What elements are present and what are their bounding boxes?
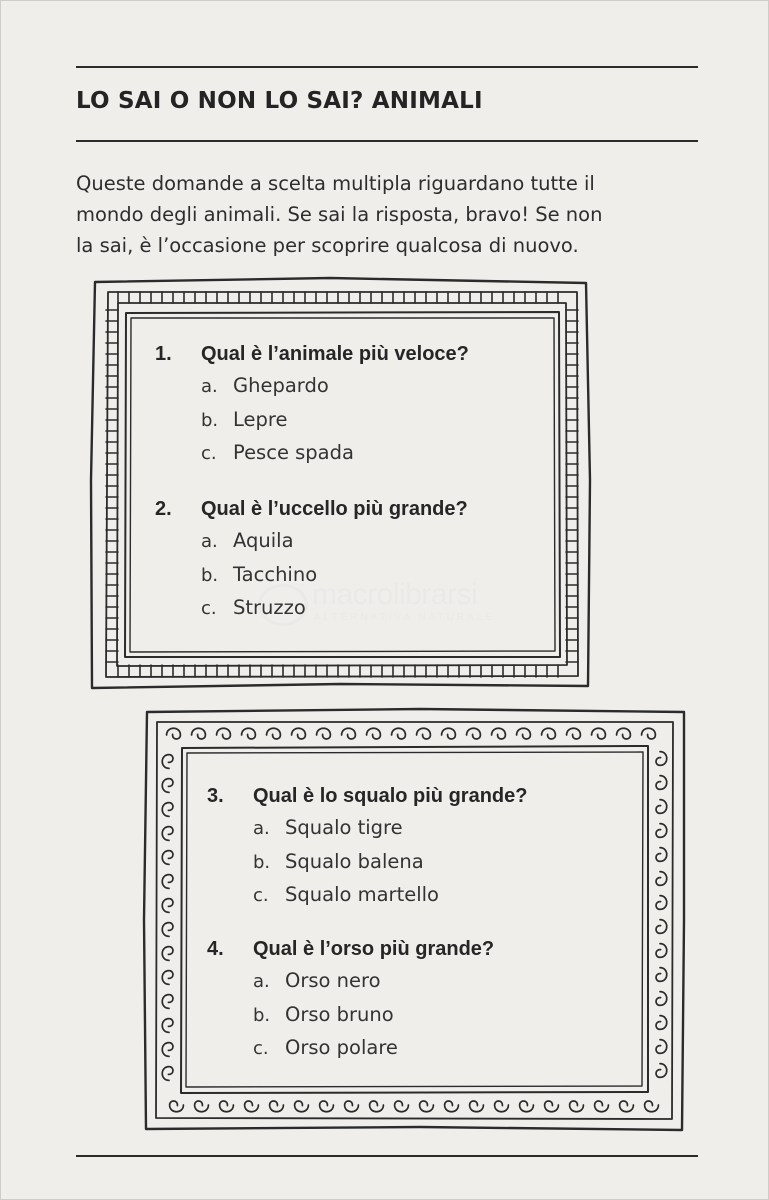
swirl-ornament <box>656 800 667 814</box>
question-number: 2. <box>155 498 172 520</box>
question-2 <box>155 494 468 625</box>
swirl-ornament <box>656 968 667 982</box>
swirl-ornament <box>567 728 581 739</box>
swirl-ornament <box>295 1101 309 1112</box>
swirl-ornament <box>317 728 331 739</box>
swirl-ornament <box>162 851 173 865</box>
question-number: 4. <box>207 938 224 960</box>
frame2-outer-border <box>144 709 684 1130</box>
swirl-ornament <box>162 995 173 1009</box>
option-letter: b. <box>201 409 219 431</box>
swirl-ornament <box>162 1043 173 1057</box>
swirl-ornament <box>245 1101 259 1112</box>
option-letter: b. <box>253 1004 271 1026</box>
swirl-ornament <box>656 992 667 1006</box>
option-letter: a. <box>253 818 270 839</box>
answer-option <box>155 403 469 437</box>
option-letter: a. <box>201 531 218 552</box>
swirl-ornament <box>592 728 606 739</box>
swirl-ornament <box>642 728 656 739</box>
swirl-ornament <box>162 923 173 937</box>
option-text: Orso bruno <box>285 1002 394 1026</box>
option-letter: c. <box>201 598 217 619</box>
swirl-ornament <box>162 803 173 817</box>
swirl-ornament <box>370 1101 384 1112</box>
swirl-ornament <box>267 728 281 739</box>
option-text: Orso nero <box>285 969 381 992</box>
swirl-ornament <box>656 896 667 910</box>
answer-option <box>155 524 468 558</box>
intro-line: Queste domande a scelta multipla riguardano tutte il <box>76 172 595 195</box>
intro-line: la sai, è l’occasione per scoprire qualcosa di nuovo. <box>76 234 579 257</box>
question-title <box>155 339 469 369</box>
question-4 <box>207 934 494 1065</box>
swirl-ornament <box>345 1101 359 1112</box>
swirl-ornament <box>242 728 256 739</box>
option-letter: a. <box>201 376 218 397</box>
swirl-ornament <box>420 1101 434 1112</box>
question-3 <box>207 781 527 912</box>
swirl-ornament <box>595 1101 609 1112</box>
option-letter: a. <box>253 971 270 992</box>
swirl-ornament <box>656 848 667 862</box>
option-text: Squalo martello <box>285 883 439 906</box>
swirl-ornament <box>656 1016 667 1030</box>
swirl-ornament <box>517 728 531 739</box>
swirl-ornament <box>620 1101 634 1112</box>
swirl-ornament <box>617 728 631 739</box>
watermark-text: macrolibrarsi <box>312 578 478 611</box>
swirl-ornament <box>656 872 667 886</box>
answer-option <box>207 964 494 998</box>
swirl-ornament <box>656 776 667 790</box>
swirl-ornament <box>445 1101 459 1112</box>
option-letter: c. <box>201 443 217 464</box>
swirl-ornament <box>470 1101 484 1112</box>
answer-option <box>207 878 527 912</box>
swirl-ornament <box>270 1101 284 1112</box>
swirl-ornament <box>395 1101 409 1112</box>
swirl-ornament <box>342 728 356 739</box>
question-text: Qual è lo squalo più grande? <box>253 785 528 807</box>
question-number: 1. <box>155 343 172 365</box>
option-text: Aquila <box>233 529 294 552</box>
swirl-ornament <box>217 728 231 739</box>
swirl-ornament <box>162 899 173 913</box>
answer-option <box>155 436 469 470</box>
swirl-ornament <box>495 1101 509 1112</box>
option-text: Orso polare <box>285 1036 398 1059</box>
swirl-ornament <box>162 827 173 841</box>
question-title <box>155 494 468 524</box>
answer-option <box>155 591 468 625</box>
swirl-ornament <box>417 728 431 739</box>
swirl-ornament <box>656 824 667 838</box>
option-text: Ghepardo <box>233 374 329 397</box>
swirl-ornament <box>367 728 381 739</box>
swirl-ornament <box>162 875 173 889</box>
swirl-ornament <box>467 728 481 739</box>
option-letter: b. <box>253 851 271 873</box>
option-letter: c. <box>253 1038 269 1059</box>
option-text: Struzzo <box>233 596 306 619</box>
swirl-ornament <box>162 1067 173 1081</box>
swirl-ornament <box>520 1101 534 1112</box>
swirl-ornament <box>292 728 306 739</box>
swirl-ornament <box>442 728 456 739</box>
swirl-ornament <box>656 944 667 958</box>
answer-option <box>207 845 527 879</box>
question-text: Qual è l’animale più veloce? <box>201 343 469 365</box>
swirl-ornament <box>162 755 173 769</box>
bottom-rule <box>76 1155 698 1157</box>
option-text: Squalo tigre <box>285 816 403 839</box>
answer-option <box>155 558 468 592</box>
option-text: Pesce spada <box>233 441 354 464</box>
swirl-ornament <box>492 728 506 739</box>
option-text: Lepre <box>233 407 288 431</box>
swirl-ornament <box>392 728 406 739</box>
swirl-ornament <box>162 947 173 961</box>
question-title <box>207 934 494 964</box>
question-title <box>207 781 527 811</box>
swirl-ornament <box>320 1101 334 1112</box>
swirl-ornament <box>645 1101 659 1112</box>
question-number: 3. <box>207 785 224 807</box>
swirl-ornament <box>656 1040 667 1054</box>
option-text: Squalo balena <box>285 849 424 873</box>
swirl-ornament <box>195 1101 209 1112</box>
swirl-ornament <box>162 779 173 793</box>
swirl-ornament <box>192 728 206 739</box>
swirl-ornament <box>545 1101 559 1112</box>
option-text: Tacchino <box>233 562 318 586</box>
swirl-ornament <box>170 1101 184 1112</box>
swirl-ornament <box>656 1064 667 1078</box>
question-1 <box>155 339 469 470</box>
answer-option <box>155 369 469 403</box>
swirl-ornament <box>162 971 173 985</box>
option-letter: c. <box>253 885 269 906</box>
question-text: Qual è l’orso più grande? <box>253 938 495 960</box>
answer-option <box>207 811 527 845</box>
intro-line: mondo degli animali. Se sai la risposta, bravo! Se non <box>76 203 603 226</box>
swirl-ornament <box>656 920 667 934</box>
answer-option <box>207 998 494 1032</box>
swirl-ornament <box>220 1101 234 1112</box>
option-letter: b. <box>201 564 219 586</box>
swirl-ornament <box>162 1019 173 1033</box>
swirl-ornament <box>656 752 667 766</box>
swirl-ornament <box>570 1101 584 1112</box>
page-title: LO SAI O NON LO SAI? ANIMALI <box>76 88 483 114</box>
watermark-subtext: ALTERNATIVA NATURALE <box>314 612 495 623</box>
swirl-ornament <box>542 728 556 739</box>
swirl-ornament <box>167 728 181 739</box>
question-text: Qual è l’uccello più grande? <box>201 498 468 520</box>
answer-option <box>207 1031 494 1065</box>
